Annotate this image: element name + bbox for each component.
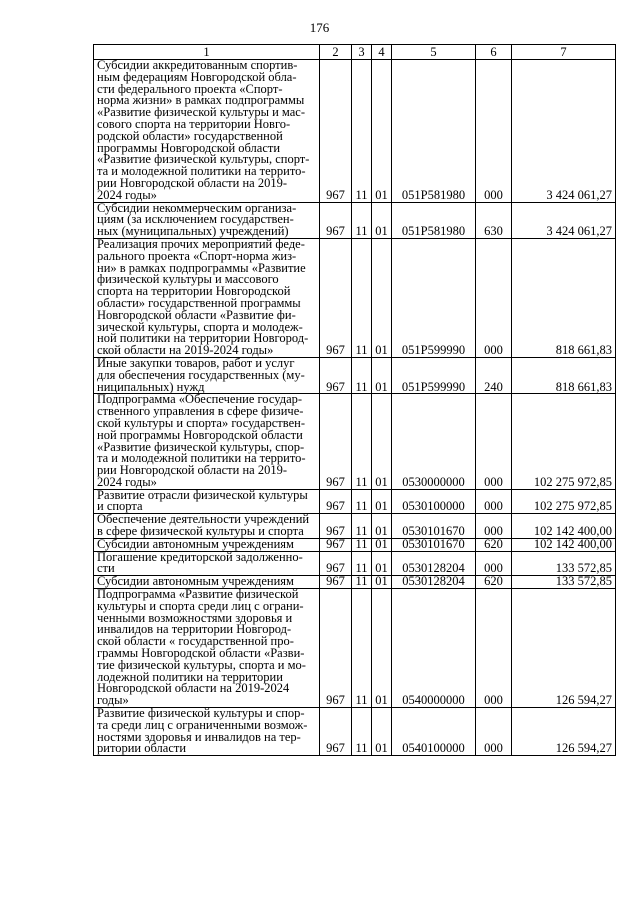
description-line: лодежной политики на территории [97, 669, 283, 684]
description-line: сти [97, 561, 115, 576]
description-line: Погашение кредиторской задолженно- [97, 549, 303, 564]
description-line: Иные закупки товаров, работ и услуг [97, 355, 295, 370]
description-line: зической культуры, спорта и молодеж- [97, 319, 303, 334]
section-code-cell: 11 [352, 357, 372, 393]
expense-type-cell: 000 [476, 589, 512, 708]
amount-cell: 102 142 400,00 [512, 538, 616, 551]
table-row [94, 357, 616, 393]
ministry-code-cell: 967 [320, 394, 352, 489]
amount-cell: 3 424 061,27 [512, 202, 616, 238]
target-article-cell: 051P581980 [392, 60, 476, 203]
column-header-5: 5 [392, 45, 476, 60]
target-article-cell: 0540000000 [392, 589, 476, 708]
ministry-code-cell: 967 [320, 238, 352, 357]
description-line: рального проекта «Спорт-норма жиз- [97, 248, 297, 263]
subsection-code-cell: 01 [372, 589, 392, 708]
ministry-code-cell: 967 [320, 551, 352, 576]
amount-cell: 3 424 061,27 [512, 60, 616, 203]
description-line: ской области на 2019-2024 годы» [97, 343, 274, 358]
description-line: ритории области [97, 741, 187, 756]
description-line: та и молодежной политики на террито- [97, 451, 306, 466]
expense-type-cell: 000 [476, 60, 512, 203]
row-description [94, 202, 320, 238]
description-line: спорта на территории Новгородской [97, 284, 291, 299]
description-line: инвалидов на территории Новгород- [97, 622, 292, 637]
description-line: для обеспечения государственных (му- [97, 367, 305, 382]
description-line: и спорта [97, 499, 143, 514]
ministry-code-cell: 967 [320, 708, 352, 756]
description-line: Новгородской области на 2019-2024 [97, 681, 290, 696]
table-row [94, 551, 616, 576]
description-line: физической культуры и массового [97, 272, 279, 287]
description-line: ной политики на территории Новгород- [97, 331, 309, 346]
description-line: та среди лиц с ограниченными возмож- [97, 717, 308, 732]
section-code-cell: 11 [352, 514, 372, 539]
description-line: «Развитие физической культуры и мас- [97, 105, 305, 120]
section-code-cell: 11 [352, 202, 372, 238]
target-article-cell: 0540100000 [392, 708, 476, 756]
description-line: тие физической культуры, спорта и мо- [97, 657, 306, 672]
ministry-code-cell: 967 [320, 357, 352, 393]
column-header-6: 6 [476, 45, 512, 60]
section-code-cell: 11 [352, 708, 372, 756]
subsection-code-cell: 01 [372, 551, 392, 576]
row-description [94, 489, 320, 514]
description-line: ных (муниципальных) учреждений) [97, 224, 289, 239]
description-line: культуры и спорта среди лиц с ограни- [97, 598, 304, 613]
description-line: рии Новгородской области на 2019- [97, 463, 287, 478]
description-line: граммы Новгородской области «Разви- [97, 646, 305, 661]
description-line: Подпрограмма «Обеспечение государ- [97, 392, 303, 407]
description-line: в сфере физической культуры и спорта [97, 524, 304, 539]
expense-type-cell: 000 [476, 238, 512, 357]
subsection-code-cell: 01 [372, 708, 392, 756]
table-row [94, 514, 616, 539]
target-article-cell: 0530000000 [392, 394, 476, 489]
expense-type-cell: 620 [476, 576, 512, 589]
ministry-code-cell: 967 [320, 514, 352, 539]
description-line: Субсидии автономным учреждениям [97, 536, 294, 551]
section-code-cell: 11 [352, 60, 372, 203]
column-header-7: 7 [512, 45, 616, 60]
expense-type-cell: 000 [476, 489, 512, 514]
column-header-3: 3 [352, 45, 372, 60]
amount-cell: 126 594,27 [512, 589, 616, 708]
row-description [94, 589, 320, 708]
description-line: годы» [97, 693, 129, 708]
target-article-cell: 051P581980 [392, 202, 476, 238]
section-code-cell: 11 [352, 538, 372, 551]
description-line: области» государственной программы [97, 295, 301, 310]
ministry-code-cell: 967 [320, 576, 352, 589]
subsection-code-cell: 01 [372, 514, 392, 539]
row-description [94, 394, 320, 489]
description-line: рии Новгородской области на 2019- [97, 175, 287, 190]
subsection-code-cell: 01 [372, 538, 392, 551]
description-line: родской области» государственной [97, 128, 283, 143]
section-code-cell: 11 [352, 576, 372, 589]
target-article-cell: 0530100000 [392, 489, 476, 514]
subsection-code-cell: 01 [372, 60, 392, 203]
subsection-code-cell: 01 [372, 394, 392, 489]
amount-cell: 133 572,85 [512, 551, 616, 576]
row-description [94, 551, 320, 576]
page-number: 176 [309, 20, 330, 35]
target-article-cell: 0530101670 [392, 514, 476, 539]
ministry-code-cell: 967 [320, 489, 352, 514]
row-description [94, 708, 320, 756]
column-header-1: 1 [94, 45, 320, 60]
description-line: ской области « государственной про- [97, 634, 294, 649]
ministry-code-cell: 967 [320, 538, 352, 551]
column-header-4: 4 [372, 45, 392, 60]
description-line: Субсидии автономным учреждениям [97, 574, 294, 589]
target-article-cell: 0530128204 [392, 551, 476, 576]
table-row [94, 708, 616, 756]
amount-cell: 133 572,85 [512, 576, 616, 589]
description-line: циям (за исключением государствен- [97, 212, 294, 227]
description-line: ным федерациям Новгородской обла- [97, 69, 297, 84]
expense-type-cell: 000 [476, 394, 512, 489]
description-line: Субсидии аккредитованным спортив- [97, 58, 298, 72]
description-line: сового спорта на территории Новго- [97, 116, 291, 131]
description-line: «Развитие физической культуры, спорт- [97, 152, 310, 167]
amount-cell: 818 661,83 [512, 357, 616, 393]
section-code-cell: 11 [352, 489, 372, 514]
description-line: Субсидии некоммерческим организа- [97, 200, 297, 215]
amount-cell: 102 275 972,85 [512, 394, 616, 489]
description-line: Новгородской области «Развитие фи- [97, 307, 296, 322]
description-line: ниципальных) нужд [97, 379, 205, 394]
table-row [94, 60, 616, 203]
expense-type-cell: 620 [476, 538, 512, 551]
subsection-code-cell: 01 [372, 489, 392, 514]
expense-type-cell: 240 [476, 357, 512, 393]
description-line: программы Новгородской области [97, 140, 281, 155]
description-line: Развитие отрасли физической культуры [97, 487, 308, 502]
row-description [94, 238, 320, 357]
expense-type-cell: 630 [476, 202, 512, 238]
description-line: ченными возможностями здоровья и [97, 610, 293, 625]
table-row [94, 202, 616, 238]
section-code-cell: 11 [352, 589, 372, 708]
description-line: Подпрограмма «Развитие физической [97, 587, 299, 602]
description-line: ной программы Новгородской области [97, 427, 303, 442]
subsection-code-cell: 01 [372, 238, 392, 357]
target-article-cell: 0530128204 [392, 576, 476, 589]
amount-cell: 102 275 972,85 [512, 489, 616, 514]
target-article-cell: 051P599990 [392, 238, 476, 357]
section-code-cell: 11 [352, 394, 372, 489]
description-line: ской культуры и спорта» государствен- [97, 415, 305, 430]
section-code-cell: 11 [352, 551, 372, 576]
row-description [94, 357, 320, 393]
expense-type-cell: 000 [476, 514, 512, 539]
description-line: Реализация прочих мероприятий феде- [97, 236, 305, 251]
description-line: норма жизни» в рамках подпрограммы [97, 93, 305, 108]
description-line: 2024 годы» [97, 474, 157, 489]
table-row [94, 238, 616, 357]
table-row [94, 394, 616, 489]
ministry-code-cell: 967 [320, 60, 352, 203]
subsection-code-cell: 01 [372, 357, 392, 393]
target-article-cell: 051P599990 [392, 357, 476, 393]
amount-cell: 102 142 400,00 [512, 514, 616, 539]
description-line: ственного управления в сфере физиче- [97, 404, 304, 419]
description-line: Обеспечение деятельности учреждений [97, 512, 310, 527]
table-row [94, 589, 616, 708]
ministry-code-cell: 967 [320, 202, 352, 238]
description-line: ни» в рамках подпрограммы «Развитие [97, 260, 306, 275]
description-line: сти федерального проекта «Спорт- [97, 81, 283, 96]
expense-type-cell: 000 [476, 551, 512, 576]
description-line: Развитие физической культуры и спор- [97, 706, 305, 721]
description-line: «Развитие физической культуры, спор- [97, 439, 305, 454]
budget-table [93, 44, 616, 756]
amount-cell: 126 594,27 [512, 708, 616, 756]
row-description [94, 60, 320, 203]
amount-cell: 818 661,83 [512, 238, 616, 357]
description-line: та и молодежной политики на террито- [97, 164, 306, 179]
table-row [94, 489, 616, 514]
row-description [94, 514, 320, 539]
description-line: ностями здоровья и инвалидов на тер- [97, 729, 301, 744]
subsection-code-cell: 01 [372, 576, 392, 589]
column-header-2: 2 [320, 45, 352, 60]
description-line: 2024 годы» [97, 187, 157, 202]
subsection-code-cell: 01 [372, 202, 392, 238]
expense-type-cell: 000 [476, 708, 512, 756]
section-code-cell: 11 [352, 238, 372, 357]
target-article-cell: 0530101670 [392, 538, 476, 551]
ministry-code-cell: 967 [320, 589, 352, 708]
